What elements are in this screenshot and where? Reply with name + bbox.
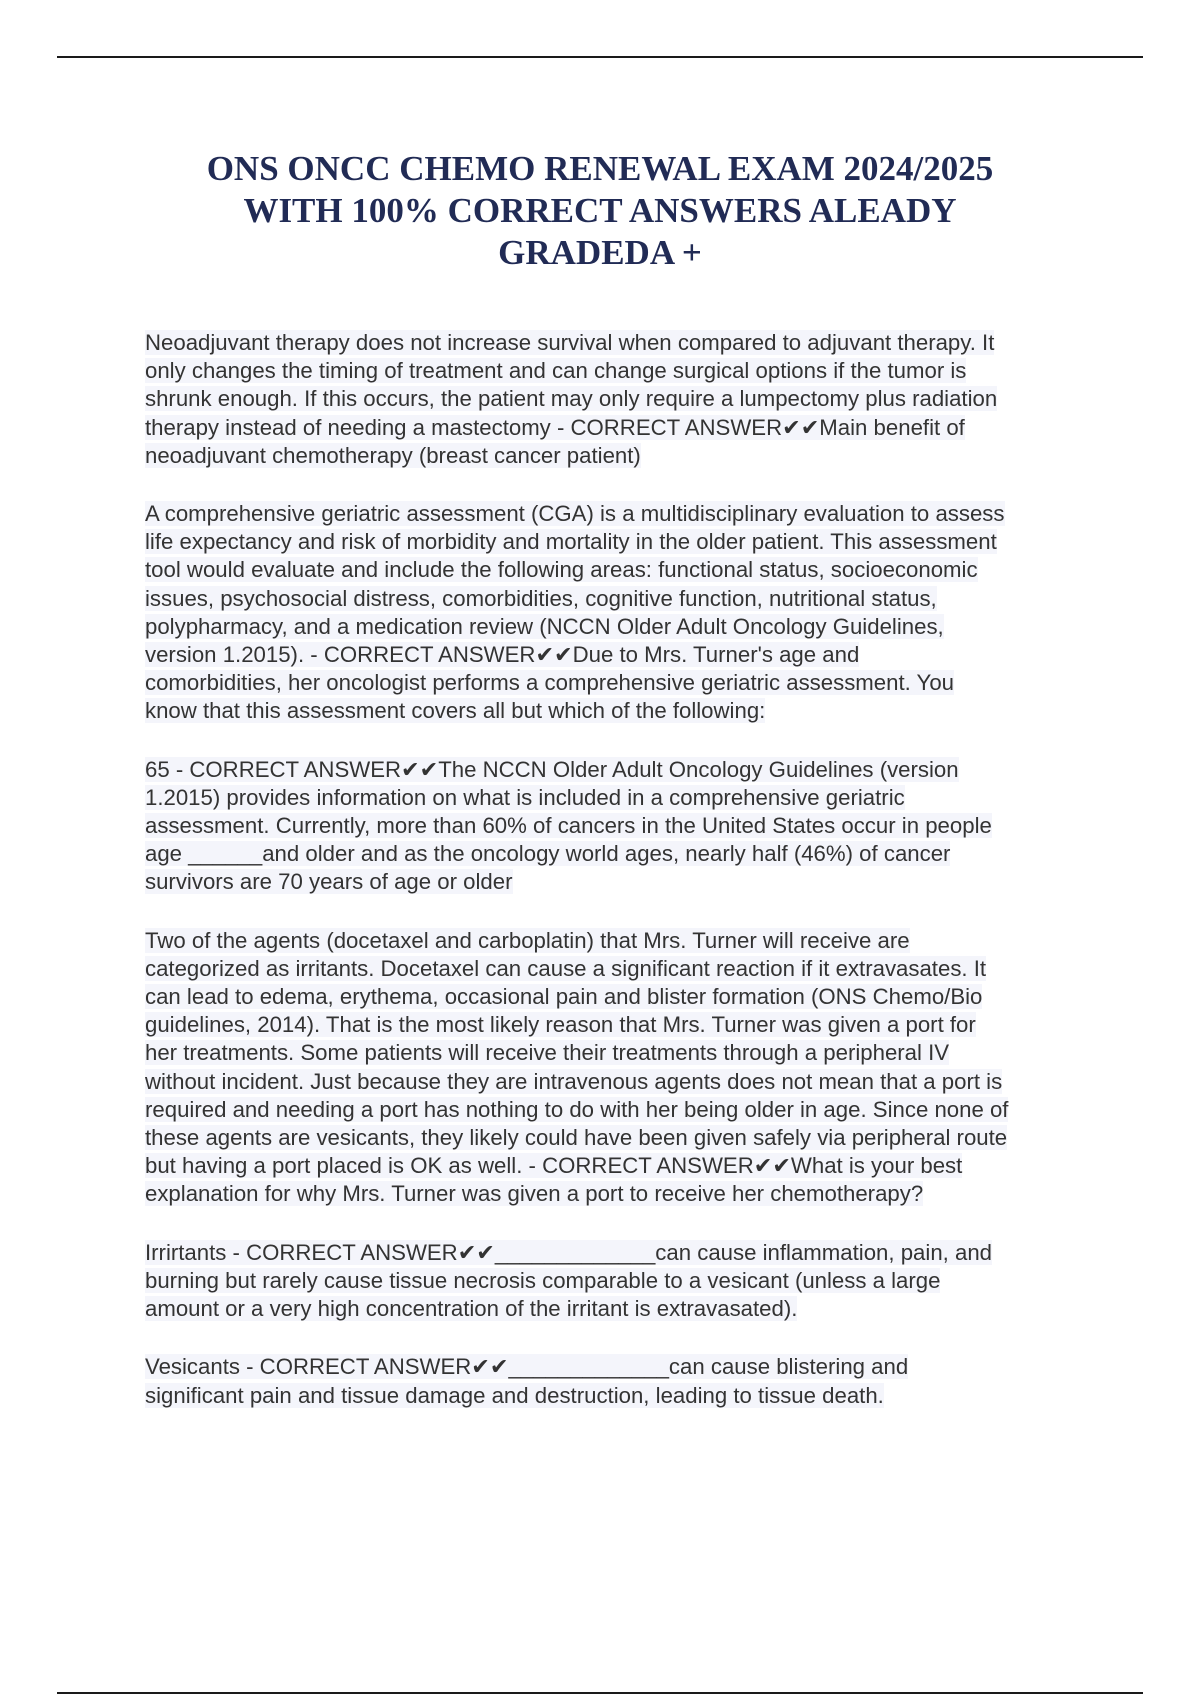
text-line: polypharmacy, and a medication review (NCCN Older Adult Oncology Guidelines,	[145, 613, 944, 639]
text-line: but having a port placed is OK as well. - CORRECT ANSWER✔✔What is your best	[145, 1153, 963, 1179]
text-line: neoadjuvant chemotherapy (breast cancer patient)	[145, 442, 641, 468]
text-line: Vesicants - CORRECT ANSWER✔✔_____________can cause blistering and	[145, 1354, 909, 1380]
header-rule	[57, 56, 1143, 58]
text-line: shrunk enough. If this occurs, the patient may only require a lumpectomy plus radiation	[145, 386, 998, 412]
text-line: amount or a very high concentration of the irritant is extravasated).	[145, 1296, 798, 1322]
title-line: WITH 100% CORRECT ANSWERS ALEADY	[243, 191, 957, 230]
text-line: tool would evaluate and include the following areas: functional status, socioeconomic	[145, 557, 978, 583]
text-line: survivors are 70 years of age or older	[145, 869, 513, 895]
title-line: GRADEDA +	[498, 233, 702, 272]
text-line: assessment. Currently, more than 60% of cancers in the United States occur in people	[145, 813, 992, 839]
document-title	[100, 148, 1100, 274]
text-line: can lead to edema, erythema, occasional pain and blister formation (ONS Chemo/Bio	[145, 984, 983, 1010]
text-line: life expectancy and risk of morbidity and mortality in the older patient. This assessment	[145, 529, 997, 555]
text-line: these agents are vesicants, they likely could have been given safely via peripheral route	[145, 1125, 1008, 1151]
text-line: categorized as irritants. Docetaxel can cause a significant reaction if it extravasates. It	[145, 955, 987, 981]
text-line: 1.2015) provides information on what is included in a comprehensive geriatric	[145, 784, 905, 810]
footer-rule	[57, 1692, 1143, 1694]
text-line: without incident. Just because they are intravenous agents does not mean that a port is	[145, 1068, 1003, 1094]
text-line: version 1.2015). - CORRECT ANSWER✔✔Due to Mrs. Turner's age and	[145, 642, 860, 668]
text-line: guidelines, 2014). That is the most likely reason that Mrs. Turner was given a port for	[145, 1012, 976, 1038]
text-line: age ______and older and as the oncology world ages, nearly half (46%) of cancer	[145, 841, 951, 867]
title-line: ONS ONCC CHEMO RENEWAL EXAM 2024/2025	[206, 149, 994, 188]
text-line: Two of the agents (docetaxel and carboplatin) that Mrs. Turner will receive are	[145, 927, 910, 953]
text-line: know that this assessment covers all but which of the following:	[145, 698, 766, 724]
text-line: burning but rarely cause tissue necrosis comparable to a vesicant (unless a large	[145, 1267, 941, 1293]
qa-list	[145, 329, 1095, 1440]
qa-entry-neoadjuvant	[145, 329, 1095, 470]
text-line: 65 - CORRECT ANSWER✔✔The NCCN Older Adult Oncology Guidelines (version	[145, 756, 959, 782]
text-line: therapy instead of needing a mastectomy - CORRECT ANSWER✔✔Main benefit of	[145, 414, 965, 440]
qa-entry-geriatric-assessment	[145, 500, 1095, 726]
text-line: explanation for why Mrs. Turner was given a port to receive her chemotherapy?	[145, 1181, 924, 1207]
text-line: required and needing a port has nothing to do with her being older in age. Since none of	[145, 1096, 1009, 1122]
text-line: comorbidities, her oncologist performs a comprehensive geriatric assessment. You	[145, 670, 954, 696]
text-line: Irrirtants - CORRECT ANSWER✔✔_____________can cause inflammation, pain, and	[145, 1239, 993, 1265]
text-line: her treatments. Some patients will receive their treatments through a peripheral IV	[145, 1040, 950, 1066]
text-line: significant pain and tissue damage and destruction, leading to tissue death.	[145, 1382, 884, 1408]
qa-entry-age-65	[145, 756, 1095, 897]
text-line: issues, psychosocial distress, comorbidities, cognitive function, nutritional status,	[145, 585, 937, 611]
qa-entry-vesicants	[145, 1353, 1095, 1409]
text-line: Neoadjuvant therapy does not increase survival when compared to adjuvant therapy. It	[145, 330, 995, 355]
text-line: only changes the timing of treatment and can change surgical options if the tumor is	[145, 358, 967, 384]
qa-entry-irritants	[145, 1239, 1095, 1324]
qa-entry-port	[145, 927, 1095, 1209]
text-line: A comprehensive geriatric assessment (CGA) is a multidisciplinary evaluation to assess	[145, 501, 1005, 527]
